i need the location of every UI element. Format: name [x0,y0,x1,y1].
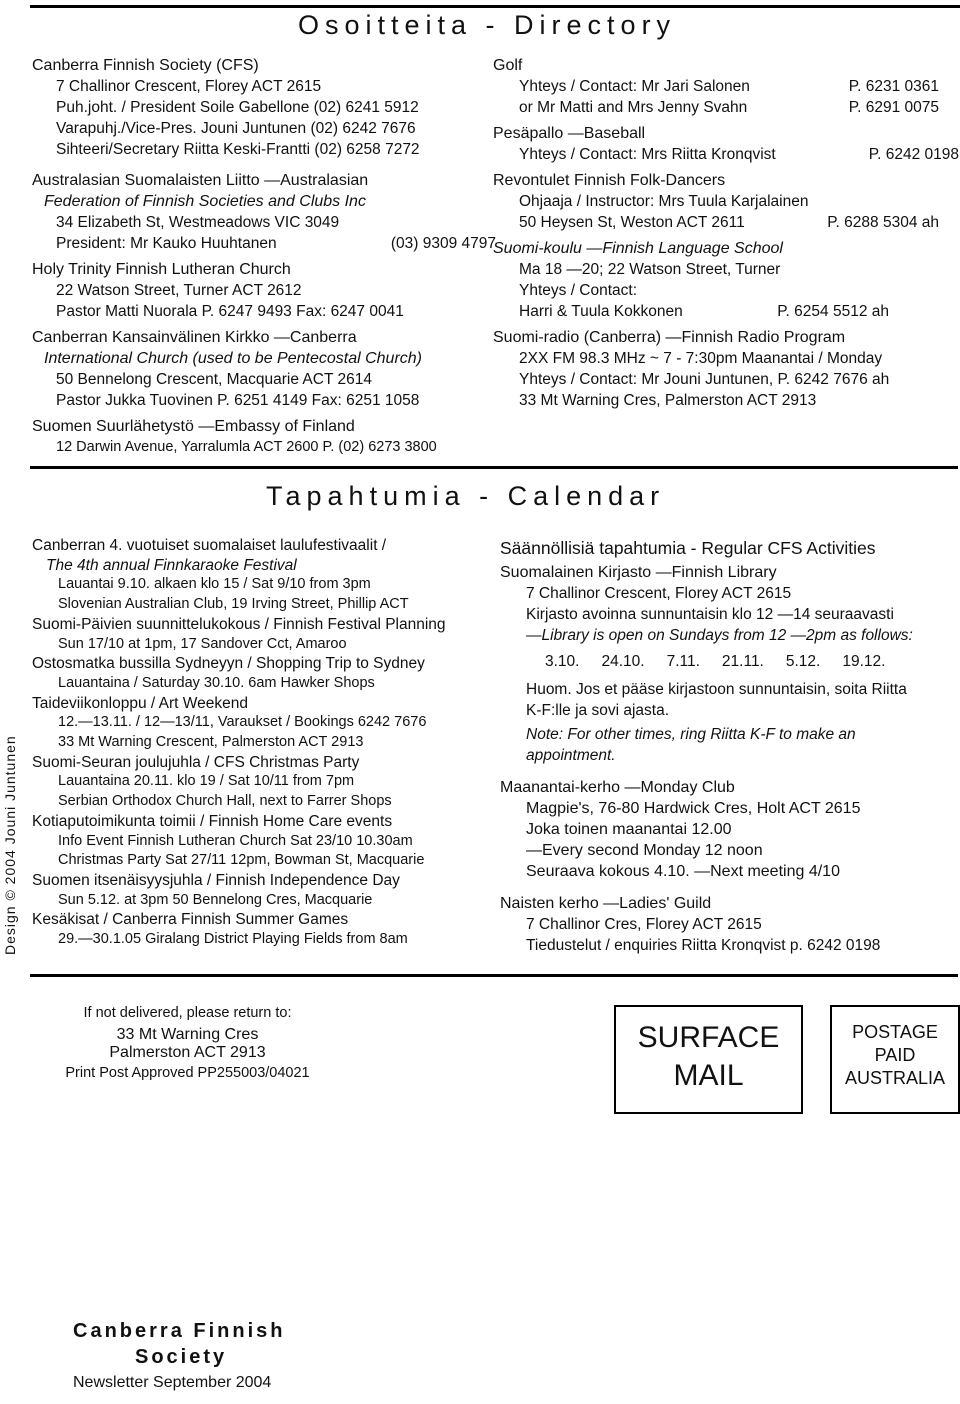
intl-church-name-2: International Church (used to be Pentecostal Church) [44,350,422,367]
directory-right-column [493,55,959,411]
finnish-school-name: Suomi-koulu —Finnish Language School [493,240,783,257]
asl-address: 34 Elizabeth St, Westmeadows VIC 3049 [56,214,340,231]
radio-row-3: 33 Mt Warning Cres, Palmerston ACT 2913 [519,392,817,409]
monday-club-line-1: Magpie's, 76-80 Hardwick Cres, Holt ACT 2615 [526,800,861,817]
library-note: Note: For other times, ring Riitta K-F to make an [526,726,856,743]
asl-president-row [32,233,496,254]
event-karaoke-head: Canberran 4. vuotuiset suomalaiset laulufestivaalit / [32,537,387,554]
cfs-address: 7 Challinor Crescent, Florey ACT 2615 [56,78,322,95]
finnish-school-row-1: Ma 18 —20; 22 Watson Street, Turner [519,261,781,278]
event-shopping-line-1: Lauantaina / Saturday 30.10. 6am Hawker Shops [58,674,375,691]
radio-name: Suomi-radio (Canberra) —Finnish Radio Program [493,329,846,346]
asl-name: Australasian Suomalaisten Liitto —Australasian [32,172,369,189]
library-date: 24.10. [601,653,645,670]
footer-block [73,1318,285,1392]
newsletter-date: Newsletter September 2004 [73,1374,272,1391]
calendar-left-column [32,536,492,950]
library-date: 5.12. [785,653,821,670]
intl-church-name: Canberran Kansainvälinen Kirkko —Canberra [32,329,357,346]
return-address-2: Palmerston ACT 2913 [109,1044,266,1061]
calendar-right-column [500,538,955,956]
event-homecare-head: Kotiaputoimikunta toimii / Finnish Home Care events [32,812,393,830]
event-art-line-2: 33 Mt Warning Crescent, Palmerston ACT 2913 [58,734,364,751]
monday-club-line-4: Seuraava kokous 4.10. —Next meeting 4/10 [526,863,840,880]
regular-activities-heading: Säännöllisiä tapahtumia - Regular CFS Activities [500,538,876,558]
event-christmas-head: Suomi-Seuran joulujuhla / CFS Christmas Party [32,753,360,771]
return-label: If not delivered, please return to: [83,1005,292,1021]
event-homecare-line-2: Christmas Party Sat 27/11 12pm, Bowman St, Macquarie [58,852,425,869]
library-huom: Huom. Jos et pääse kirjastoon sunnuntaisin, soita Riitta [526,681,907,698]
event-karaoke-line-1: Lauantai 9.10. alkaen klo 15 / Sat 9/10 from 3pm [58,576,371,593]
golf-row-2: or Mr Matti and Mrs Jenny Svahn P. 6291 0075 [519,99,939,116]
postage-paid-box [830,1005,960,1114]
folk-dancers-row-2: 50 Heysen St, Weston ACT 2611 P. 6288 5304 ah [519,214,939,231]
postage-text: POSTAGE [852,1022,938,1042]
asl-name-2: Federation of Finnish Societies and Clubs Inc [44,193,366,210]
cfs-vice-president: Varapuhj./Vice-Pres. Jouni Juntunen (02) 6242 7676 [56,120,416,137]
event-independence-line-1: Sun 5.12. at 3pm 50 Bennelong Cres, Macquarie [58,891,373,908]
cfs-president: Puh.joht. / President Soile Gabellone (02) 6241 5912 [56,99,419,116]
library-date: 3.10. [545,653,580,670]
library-address: 7 Challinor Crescent, Florey ACT 2615 [526,585,792,602]
org-name-2: Society [135,1346,228,1368]
embassy-address: 12 Darwin Avenue, Yarralumla ACT 2600 P. (02) 6273 3800 [56,439,437,455]
asl-president: President: Mr Kauko Huuhtanen [56,235,277,252]
surface-text: SURFACE [637,1021,780,1054]
event-christmas-line-2: Serbian Orthodox Church Hall, next to Farrer Shops [58,793,392,810]
print-post: Print Post Approved PP255003/04021 [65,1065,310,1081]
golf-row-1: Yhteys / Contact: Mr Jari Salonen P. 6231 0361 [519,78,939,95]
event-shopping-head: Ostosmatka bussilla Sydneyyn / Shopping Trip to Sydney [32,655,425,673]
event-homecare-line-1: Info Event Finnish Lutheran Church Sat 23/10 10.30am [58,832,413,849]
baseball-name: Pesäpallo —Baseball [493,125,646,142]
mail-text: MAIL [673,1059,744,1092]
ladies-guild-line-2: Tiedustelut / enquiries Riitta Kronqvist p. 6242 0198 [526,937,881,954]
event-planning-line-1: Sun 17/10 at 1pm, 17 Sandover Cct, Amaroo [58,635,347,652]
library-note-2: appointment. [526,747,616,764]
monday-club-line-2: Joka toinen maanantai 12.00 [526,821,732,838]
library-open-en: —Library is open on Sundays from 12 —2pm as follows: [526,627,913,644]
event-summer-head: Kesäkisat / Canberra Finnish Summer Games [32,911,349,929]
event-art-head: Taideviikonloppu / Art Weekend [32,694,248,712]
intl-church-pastor: Pastor Jukka Tuovinen P. 6251 4149 Fax: 6251 1058 [56,392,420,409]
monday-club-name: Maanantai-kerho —Monday Club [500,779,735,796]
library-dates [500,651,955,672]
church-pastor: Pastor Matti Nuorala P. 6247 9493 Fax: 6247 0041 [56,303,404,320]
library-date: 19.12. [842,653,886,670]
return-address-block [40,1005,335,1081]
radio-row-2: Yhteys / Contact: Mr Jouni Juntunen, P. 6242 7676 ah [519,371,890,388]
church-address: 22 Watson Street, Turner ACT 2612 [56,282,302,299]
top-rule [30,5,960,8]
library-date: 21.11. [721,653,764,670]
cfs-name: Canberra Finnish Society (CFS) [32,57,259,74]
event-karaoke-line-2: Slovenian Australian Club, 19 Irving Street, Phillip ACT [58,596,409,613]
ladies-guild-name: Naisten kerho —Ladies' Guild [500,895,712,912]
finnish-school-row-2: Yhteys / Contact: [519,282,638,299]
folk-dancers-name: Revontulet Finnish Folk-Dancers [493,172,726,189]
design-credit: Design © 2004 Jouni Juntunen [2,735,18,955]
church-name: Holy Trinity Finnish Lutheran Church [32,261,291,278]
library-huom-2: K-F:lle ja sovi ajasta. [526,702,669,719]
event-independence-head: Suomen itsenäisyysjuhla / Finnish Independence Day [32,871,400,889]
asl-president-phone: (03) 9309 4797 [390,235,496,252]
event-christmas-line-1: Lauantaina 20.11. klo 19 / Sat 10/11 from 7pm [58,773,355,790]
library-name: Suomalainen Kirjasto —Finnish Library [500,564,777,581]
embassy-name: Suomen Suurlähetystö —Embassy of Finland [32,418,355,435]
australia-text: AUSTRALIA [844,1068,946,1088]
bottom-rule [30,974,958,977]
intl-church-address: 50 Bennelong Crescent, Macquarie ACT 2614 [56,371,372,388]
event-karaoke-head-2: The 4th annual Finnkaraoke Festival [46,556,297,574]
finnish-school-row-3: Harri & Tuula Kokkonen P. 6254 5512 ah [519,303,889,320]
event-planning-head: Suomi-Päivien suunnittelukokous / Finnish Festival Planning [32,615,446,633]
radio-row-1: 2XX FM 98.3 MHz ~ 7 - 7:30pm Maanantai / Monday [519,350,883,367]
org-name-1: Canberra Finnish [73,1320,286,1342]
surface-mail-box [614,1005,803,1114]
directory-title: Osoitteita - Directory [298,10,677,40]
paid-text: PAID [874,1045,916,1065]
library-open-fi: Kirjasto avoinna sunnuntaisin klo 12 —14 seuraavasti [526,606,894,623]
event-summer-line-1: 29.—30.1.05 Giralang District Playing Fields from 8am [58,931,408,948]
middle-rule [30,466,958,469]
event-art-line-1: 12.—13.11. / 12—13/11, Varaukset / Bookings 6242 7676 [58,714,427,731]
library-date: 7.11. [666,653,700,670]
golf-name: Golf [493,57,523,74]
ladies-guild-line-1: 7 Challinor Cres, Florey ACT 2615 [526,916,762,933]
folk-dancers-row-1: Ohjaaja / Instructor: Mrs Tuula Karjalainen [519,193,809,210]
calendar-title: Tapahtumia - Calendar [266,481,666,511]
baseball-row-1: Yhteys / Contact: Mrs Riitta Kronqvist P. 6242 0198 [519,146,959,163]
return-address-1: 33 Mt Warning Cres [116,1026,259,1043]
cfs-secretary: Sihteeri/Secretary Riitta Keski-Frantti (02) 6258 7272 [56,141,420,158]
monday-club-line-3: —Every second Monday 12 noon [526,842,763,859]
directory-left-column [32,55,496,458]
